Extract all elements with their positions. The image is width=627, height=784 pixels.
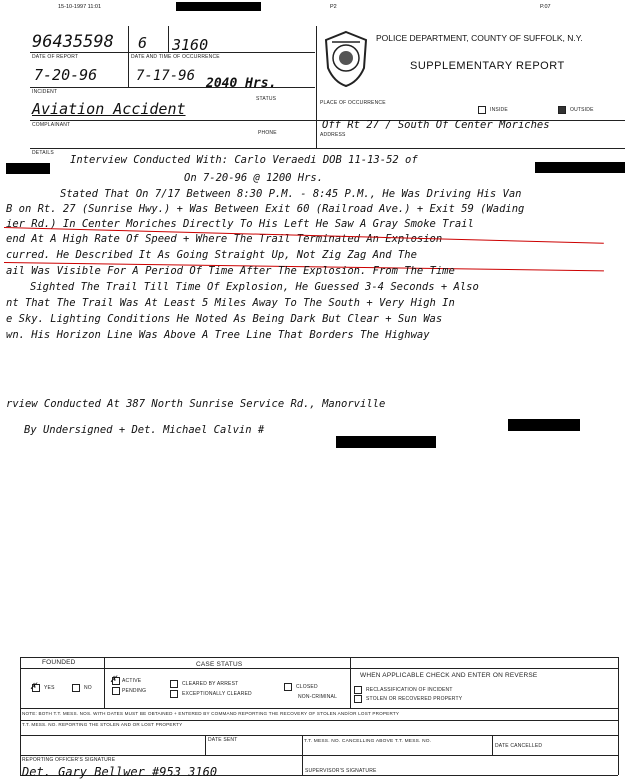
cleared-arrest-checkbox[interactable]	[170, 680, 178, 688]
reporting-officer-signature: Det. Gary Bellwer #953 3160	[22, 765, 218, 779]
details-label: DETAILS	[32, 150, 54, 156]
yes-label: YES	[44, 685, 55, 691]
no-label: NO	[84, 685, 92, 691]
narrative-line: By Undersigned + Det. Michael Calvin #	[24, 424, 265, 436]
fax-page-code: P2	[330, 4, 337, 10]
police-seal-icon	[322, 30, 370, 88]
pending-checkbox[interactable]	[112, 687, 120, 695]
date-of-report: 7-20-96	[34, 66, 98, 84]
outside-label: OUTSIDE	[570, 107, 594, 113]
exceptionally-cleared-checkbox[interactable]	[170, 690, 178, 698]
date-cancelled-label: DATE CANCELLED	[495, 743, 543, 749]
status-label: STATUS	[256, 96, 277, 102]
footer-note: NOTE: BOTH T.T. MESS. NOS. WITH DATES MUST BE OBTAINED + ENTERED BY COMMAND REPORTING THE RECOVERY OF STOLEN AND/OR LOST PROPERTY	[22, 711, 400, 716]
closed-checkbox[interactable]	[284, 683, 292, 691]
redaction-bar	[508, 419, 580, 431]
narrative-line: nt That The Trail Was At Least 5 Miles Away To The South + Very High In	[6, 297, 455, 309]
outside-checkbox[interactable]	[558, 106, 566, 114]
case-suffix: 6	[138, 34, 148, 52]
redaction-bar	[176, 2, 261, 11]
reclassification-checkbox[interactable]	[354, 686, 362, 694]
fax-timestamp: 15-10-1997 11:01	[58, 4, 102, 10]
narrative-line: end At A High Rate Of Speed + Where The Trail Terminated An Explosion	[6, 233, 443, 245]
narrative-line: curred. He Described It As Going Straight Up, Not Zig Zag And The	[6, 249, 417, 261]
reporting-officer-label: REPORTING OFFICER'S SIGNATURE	[22, 757, 116, 763]
inside-label: INSIDE	[490, 107, 508, 113]
pending-label: PENDING	[122, 688, 147, 694]
cleared-arrest-label: CLEARED BY ARREST	[182, 681, 239, 687]
date-of-occurrence: 7-17-96	[136, 68, 196, 84]
incident-value: Aviation Accident	[32, 100, 186, 118]
non-criminal-label: NON-CRIMINAL	[298, 694, 338, 700]
founded-label: FOUNDED	[42, 659, 76, 666]
redaction-bar	[6, 163, 50, 174]
stolen-property-label: STOLEN OR RECOVERED PROPERTY	[366, 696, 463, 702]
narrative-line: wn. His Horizon Line Was Above A Tree Line That Borders The Highway	[6, 329, 430, 341]
narrative-line: ail Was Visible For A Period Of Time After The Explosion. From The Time	[6, 265, 455, 277]
active-label: ACTIVE	[122, 678, 142, 684]
fax-page-number: P.07	[540, 4, 551, 10]
report-type: SUPPLEMENTARY REPORT	[410, 60, 565, 72]
narrative-line: e Sky. Lighting Conditions He Noted As Being Dark But Clear + Sun Was	[6, 313, 443, 325]
reclassification-label: RECLASSIFICATION OF INCIDENT	[366, 687, 453, 693]
complainant-label: COMPLAINANT	[32, 122, 71, 128]
phone-label: PHONE	[258, 130, 277, 136]
case-status-label: CASE STATUS	[196, 661, 243, 668]
founded-no-checkbox[interactable]	[72, 684, 80, 692]
inside-checkbox[interactable]	[478, 106, 486, 114]
stolen-property-checkbox[interactable]	[354, 695, 362, 703]
time-of-occurrence: 2040 Hrs.	[206, 76, 277, 91]
narrative-line: Interview Conducted With: Carlo Veraedi DOB 11-13-52 of	[70, 154, 418, 166]
narrative-line: Stated That On 7/17 Between 8:30 P.M. - 8:45 P.M., He Was Driving His Van	[60, 188, 522, 200]
place-value: Off Rt 27 / South Of Center Moriches	[322, 119, 550, 131]
narrative-line: rview Conducted At 387 North Sunrise Service Rd., Manorville	[6, 398, 386, 410]
command-number: 3160	[172, 36, 209, 54]
narrative-line: B on Rt. 27 (Sunrise Hwy.) + Was Between Exit 60 (Railroad Ave.) + Exit 59 (Wading	[6, 203, 525, 215]
date-sent-label: DATE SENT	[208, 737, 238, 743]
closed-label: CLOSED	[296, 684, 318, 690]
tt-cancelling-label: T.T. MESS. NO. CANCELLING ABOVE T.T. MESS. NO.	[304, 739, 432, 744]
incident-label: INCIDENT	[32, 89, 58, 95]
address-label: ADDRESS	[320, 132, 346, 138]
applicable-label: WHEN APPLICABLE CHECK AND ENTER ON REVERSE	[360, 672, 538, 679]
place-label: PLACE OF OCCURRENCE	[320, 100, 386, 106]
redaction-bar	[535, 162, 625, 173]
redaction-bar	[336, 436, 436, 448]
check-mark-icon: ✗	[110, 672, 117, 685]
check-mark-icon: ✗	[30, 679, 37, 692]
narrative-line: ier Rd.) In Center Moriches Directly To His Left He Saw A Gray Smoke Trail	[6, 218, 474, 230]
date-time-label: DATE AND TIME OF OCCURRENCE	[131, 54, 220, 60]
narrative-line: Sighted The Trail Till Time Of Explosion, He Guessed 3-4 Seconds + Also	[30, 281, 479, 293]
narrative-line: On 7-20-96 @ 1200 Hrs.	[184, 172, 324, 184]
supervisor-label: SUPERVISOR'S SIGNATURE	[305, 768, 377, 774]
exceptionally-cleared-label: EXCEPTIONALLY CLEARED	[182, 691, 252, 697]
tt-reporting-label: T.T. MESS. NO. REPORTING THE STOLEN AND OR LOST PROPERTY	[22, 722, 183, 727]
date-of-report-label: DATE OF REPORT	[32, 54, 79, 60]
agency-title: POLICE DEPARTMENT, COUNTY OF SUFFOLK, N.Y.	[376, 33, 583, 43]
case-number: 96435598	[32, 32, 114, 52]
